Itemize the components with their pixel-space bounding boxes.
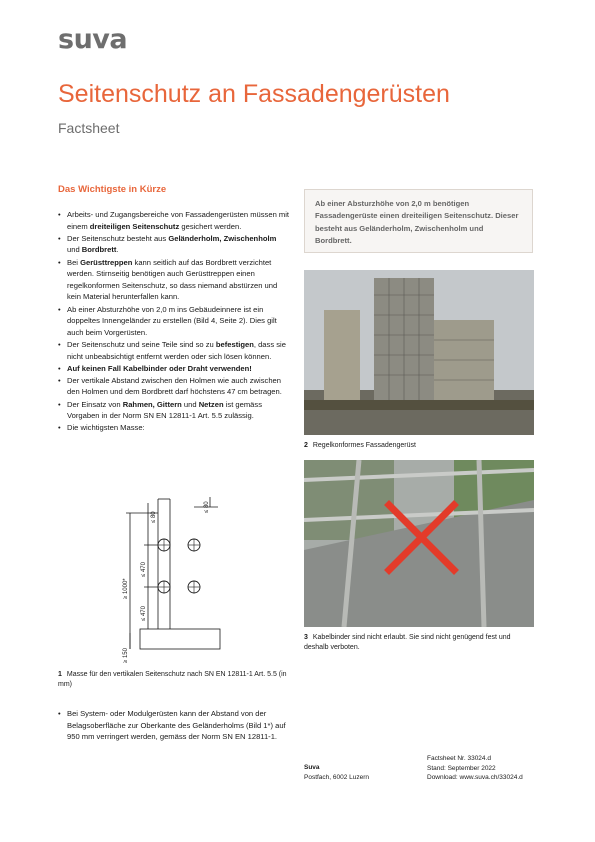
- callout-box: Ab einer Absturzhöhe von 2,0 m benötigen Fassadengerüste einen dreiteiligen Seitenschutz. Dieser besteht aus Geländerholm, Zwischenholm und Bordbrett.: [304, 189, 533, 253]
- bullet-item: [58, 304, 290, 339]
- bullet-text: Bei System- oder Modulgerüsten kann der Abstand von der Belagsoberfläche zur Oberkante des Geländerholms (Bild 1*) auf 950 mm verringert werden, gemäss der Norm SN EN 12811-1.: [67, 709, 286, 742]
- dim-150: ≥ 150: [123, 648, 129, 663]
- bullet-item: [58, 363, 290, 375]
- bullet-item: [58, 257, 290, 303]
- figure-2-caption: [304, 441, 534, 451]
- figure-1-text: Masse für den vertikalen Seitenschutz nach SN EN 12811-1 Art. 5.5 (in mm): [58, 671, 287, 688]
- key-points-list: [58, 209, 290, 435]
- bullet-emphasis: Gerüsttreppen: [80, 257, 133, 267]
- bullet-text: Bei: [67, 257, 81, 267]
- footer-factsheet-number: Factsheet Nr. 33024.d: [427, 755, 491, 762]
- cable-tie-photo: [304, 460, 534, 627]
- dim-80-top: ≤ 80: [151, 511, 157, 523]
- bullet-text: Ab einer Absturzhöhe von 2,0 m ins Gebäudeinnere ist ein doppeltes Innengeländer zu erstellen (Bild 4, Seite 2). Dies gilt auch beim Vorgerüsten.: [67, 304, 277, 337]
- footer-org-block: [304, 763, 369, 782]
- bullet-text: Der Seitenschutz besteht aus: [67, 233, 169, 243]
- bullet-text: gesichert werden.: [179, 221, 242, 231]
- bullet-text: Der Einsatz von: [67, 399, 123, 409]
- side-protection-diagram: [118, 493, 228, 663]
- bullet-text: Arbeits- und Zugangsbereiche von Fassadengerüsten müssen mit einem: [67, 210, 290, 231]
- bullet-emphasis: befestigen: [215, 339, 254, 349]
- bullet-text: Der Seitenschutz und seine Teile sind so zu: [67, 339, 216, 349]
- bullet-item: [58, 399, 290, 422]
- dim-80-right: ≤ 80: [204, 501, 210, 513]
- section-heading: Das Wichtigste in Kürze: [58, 184, 167, 195]
- page-title: Seitenschutz an Fassadengerüsten: [58, 80, 450, 108]
- dim-470-upper: ≤ 470: [141, 562, 147, 577]
- figure-1-number: 1: [58, 671, 62, 678]
- bullet-item: [58, 708, 290, 743]
- footer-meta-block: [427, 754, 523, 783]
- figure-1-caption: [58, 670, 288, 690]
- bullet-emphasis: Bordbrett: [81, 245, 117, 255]
- bullet-text: und: [67, 245, 82, 255]
- bullet-item: [58, 233, 290, 256]
- footer-org: Suva: [304, 764, 320, 771]
- footer-download-link[interactable]: Download: www.suva.ch/33024.d: [427, 774, 523, 781]
- bullet-emphasis: Rahmen, Gittern: [122, 399, 182, 409]
- scaffold-photo: [304, 270, 534, 435]
- dim-470-lower: ≤ 470: [141, 606, 147, 621]
- bullet-emphasis: Netzen: [198, 399, 224, 409]
- figure-2-text: Regelkonformes Fassadengerüst: [312, 442, 416, 449]
- figure-2-number: 2: [304, 442, 308, 449]
- bullet-emphasis: dreiteiligen Seitenschutz: [89, 221, 180, 231]
- bullet-item: [58, 209, 290, 232]
- bullet-item: [58, 375, 290, 398]
- bullet-item: [58, 339, 290, 362]
- bullet-text: kann seitlich auf das Bordbrett verzichtet werden. Stirnseitig benötigen auch Gerüsttreppen einen regelkonformen Seitenschutz, so dass niemand abstürzen und kein Material herunterfallen kann.: [67, 257, 278, 302]
- figure-3-text: Kabelbinder sind nicht erlaubt. Sie sind nicht genügend fest und deshalb verboten.: [304, 634, 511, 651]
- footer-address: Postfach, 6002 Luzern: [304, 773, 370, 781]
- suva-logo: suva: [58, 24, 128, 55]
- footer-stand: Stand: September 2022: [427, 764, 496, 772]
- bullet-item: [58, 422, 290, 434]
- figure-3-number: 3: [304, 634, 308, 641]
- dim-1000: ≥ 1000*: [123, 578, 129, 599]
- page-subtitle: Factsheet: [58, 120, 120, 136]
- system-scaffold-note: [58, 708, 290, 743]
- bullet-text: und: [181, 399, 199, 409]
- bullet-text: ist gemäss Vorgaben in der Norm SN EN 12811-1 Art. 5.5 zulässig.: [67, 399, 262, 421]
- bullet-emphasis: Auf keinen Fall Kabelbinder oder Draht verwenden!: [67, 363, 252, 373]
- figure-3-caption: [304, 633, 536, 653]
- bullet-emphasis: Geländerholm, Zwischenholm: [168, 233, 277, 243]
- bullet-text: .: [116, 245, 119, 255]
- bullet-text: Der vertikale Abstand zwischen den Holmen wie auch zwischen den Holmen und dem Bordbrett darf höchstens 47 cm betragen.: [67, 375, 282, 397]
- bullet-text: Die wichtigsten Masse:: [67, 423, 145, 433]
- bullet-text: , dass sie nicht unbeabsichtigt entfernt werden oder sich lösen können.: [67, 339, 286, 361]
